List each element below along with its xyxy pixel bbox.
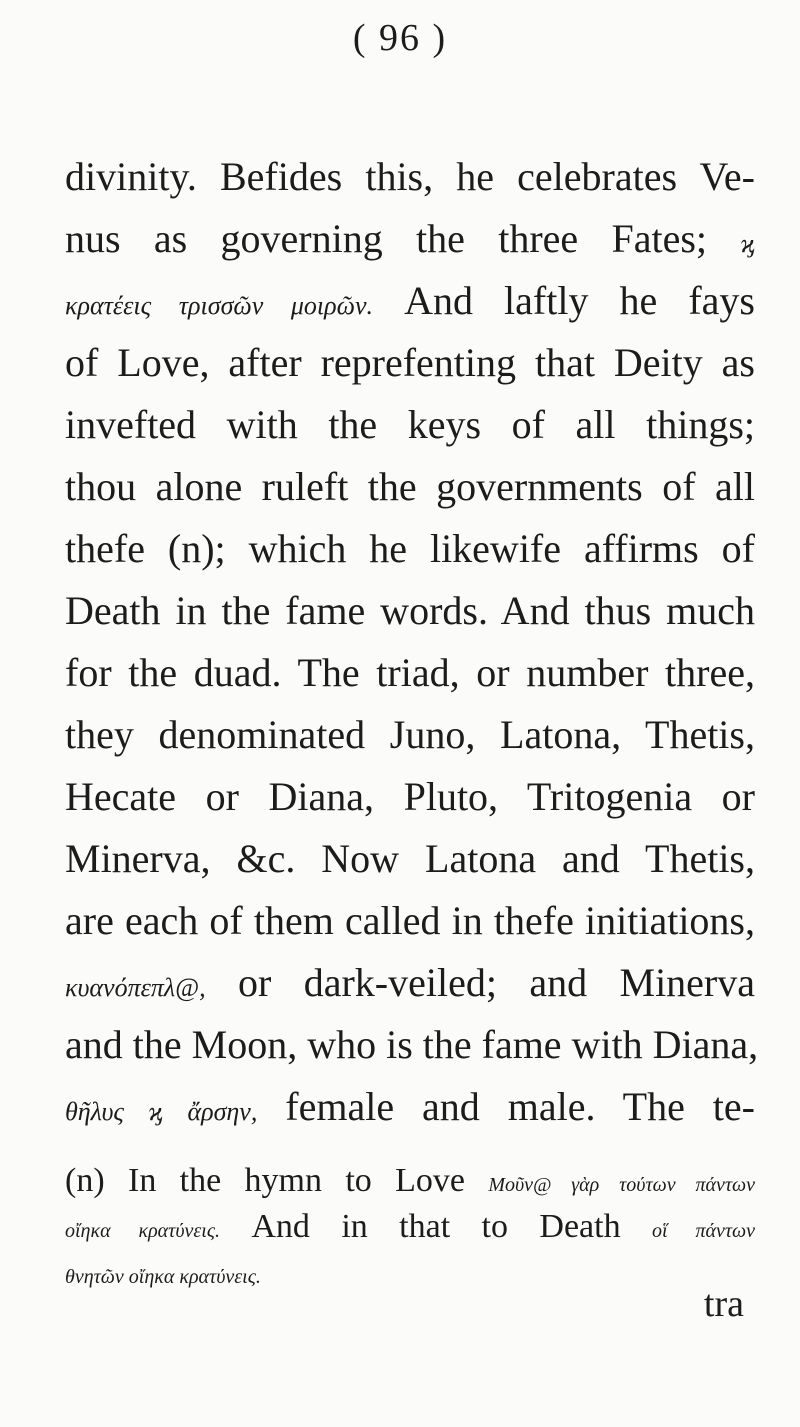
footnote-line [65,1204,755,1250]
text-line: Minerva, &c. Now Latona and Thetis, [65,836,755,881]
text-line: divinity. Befides this, he celebrates Ve- [65,154,755,199]
greek-text: κυανόπεπλ@, [65,973,206,1002]
text-line [65,1076,755,1138]
text-line: thefe (n); which he likewife affirms of [65,526,755,571]
text-span: And laftly he fays [404,278,755,323]
text-line [65,208,755,270]
text-line: invefted with the keys of all things; [65,402,755,447]
greek-text: κρατέεις τρισσῶν μοιρῶν. [65,291,374,320]
text-span: nus as governing the three Fates; [65,216,708,261]
text-line: Death in the fame words. And thus much [65,588,755,633]
footnote-text: In the hymn to Love [128,1162,465,1199]
text-line: Hecate or Diana, Pluto, Tritogenia or [65,774,755,819]
text-span: or dark-veiled; and Minerva [237,960,756,1005]
footnote-marker: (n) [65,1162,105,1199]
text-line: are each of them called in thefe initiations, [65,898,755,943]
page-number: ( 96 ) [352,17,448,59]
footnote [65,1158,755,1296]
text-line: of Love, after reprefenting that Deity as [65,340,755,385]
greek-text: Μοῦν@ γὰρ τούτων πάντων [488,1174,755,1196]
text-line: and the Moon, who is the fame with Diana, [65,1022,759,1067]
greek-text: θνητῶν οἴηκα κρατύνεις. [65,1266,261,1288]
body-text [65,146,759,1138]
greek-text: ϗ [740,229,755,258]
text-line [65,270,755,332]
footnote-line [65,1158,755,1204]
text-line: they denominated Juno, Latona, Thetis, [65,712,755,757]
text-line: thou alone ruleft the governments of all [65,464,755,509]
text-line: for the duad. The triad, or number three, [65,650,755,695]
footnote-line [65,1250,755,1296]
text-span: female and male. The te- [285,1084,755,1129]
catchword: tra [703,1283,744,1325]
greek-text: οἴηκα κρατύνεις. [65,1220,220,1242]
footnote-text: And in that to Death [251,1208,621,1245]
greek-text: θῆλυς ϗ ἄρσην, [65,1097,258,1126]
greek-text: οἵ πάντων [652,1220,756,1242]
text-line [65,952,755,1014]
